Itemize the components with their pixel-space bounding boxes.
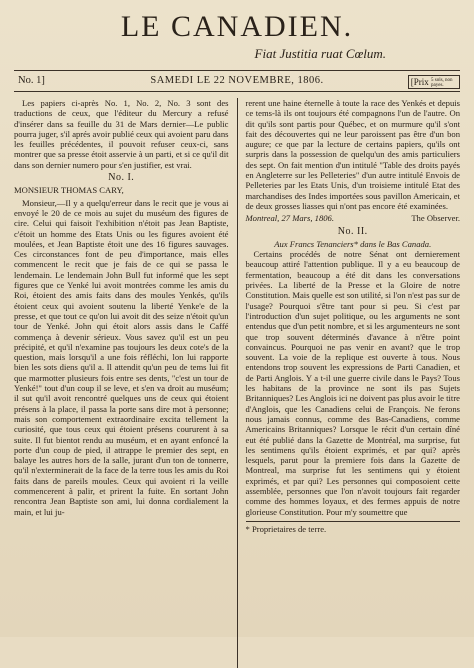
letter-salutation: MONSIEUR THOMAS CARY, [14,185,124,196]
dateline [14,70,460,92]
right-column [237,98,461,668]
issue-date: SAMEDI LE 22 NOVEMBRE, 1806. [150,75,324,86]
signoff-place-date: Montreal, 27 Mars, 1806. [245,213,334,224]
issue-number: No. 1] [18,75,45,86]
section-heading-1: No. I. [108,172,135,184]
price-detail: 5 sols, non payes. [431,78,453,89]
letter-signoff [246,213,461,223]
footnote: * Proprietaires de terre. [246,521,461,534]
price-box [408,75,460,89]
masthead-title: LE CANADIEN. [120,10,354,43]
continuation-paragraph: rerent une haine éternelle à toute la race des Yenkés et depuis ce tems-là ils ont toujours été compagnons l'un de l'autre. On dit qu'ils sont partis pour Québec, et on murmure qu'il s'ont fait des découvertes qui ne leur paroissent pas être d'un bon augure; ce que par la lecture de certains papiers, qu'ils ont surpris dans la possession de quelqu'un des amis particuliers des sept. On fait mention d'un intitulé "Table des droits payés en Angleterre sur les Pelleteries" d'un autre intitulé Envois de Pelleteries par les Etats Unis, d'un troisieme intitulé Etat des marchandises des Indes importées sous pavillon Americain, et de deux grosses liasses qui n'ont pas encore été examinées. [245,98,460,211]
signoff-name: The Observer. [411,213,460,224]
letter-body: Monsieur,—Il y a quelqu'erreur dans le recit que je vous ai envoyé le 20 de ce mois au sujet du muséum des figures de cire. Celui qui faisoit l'exhibition n'étoit pas Jean Baptiste, c'étoit un homme des Etats Unis ou les figures avoient été moulées, et Jean Baptiste étoit une des 16 figures sauvages. Ces circonstances font de peu d'importance, mais elles commencent le recit que je fais de ce qui se passa le lendemain. Le lendemain John Bull fut informé que les sept figures que ce Yenké lui avoit montrées comme les amis du Roi, étoient des amis faits dans des moules Yenkés, qu'ils étoient ceux qui avoient soutenu la liberté Yenke'e de la presse, et que tout ce qu'on lui avoit dit des seize n'étoit qu'un tour de Yenké. John qui étoit alors assis dans le Caffé commença à devenir sérieux. Vous savez qu'il est un peu précipité, et qu'il n'examine pas toujours les deux cote's de la question, mais lorsqu'il a une fois réfléchi, lon lui rapporte bien les sots diens qu'il a. Il attendit qu'un peu de tems lui fit que marmotter plusieurs fois entre ses dents, "c'est un tour de Yenké!" tout d'un coup il se leve, et s'en va droit au muséum; il sut qu'il avoit rencontré quelques uns de ceux qui étoient présens à la place, il passa la porte sans dire mot à personne; mais son comportement extraordinaire excita tellement la curiosité, que tous ceux qui étoient présens coururent à sa suite. Il fut bientot rendu au muséum, et en ayant enfoncé la porte d'un coup de pied, il attrappe le premier des sept, en balaye les autres hors de la salle, jurant d'un ton de tonnerre, qu'il n'exterminerait de la face de la terre tous les amis du Roi faits dans de pareils moules. Ceux qui avoient ri la veille commencerent à palir, et prirent la fuite. En sortant John rencontra Jean Baptiste son ami, lui donna cordialement la main, et lui ju- [14,197,229,517]
address-line: Aux Francs Tenanciers* dans le Bas Canada. [274,238,432,249]
section-heading-2: No. II. [337,225,368,237]
left-column [14,98,237,668]
price-label [408,71,460,91]
article-body: Certains procédés de notre Sénat ont dernierement beaucoup attiré l'attention publique. Il y a eu beaucoup de fermentation, beaucoup a été dit dans les conversations privées. La liberté de la Presse et la Gloire de notre Constitution. Mais quelle est son utilité, si l'on n'est pas sur de l'usage? Pourquoi s'être tant pour si peu. Si c'est par l'introduction d'un sujet politique, ou les arguments ne sont entendus que d'un petit nombre, et si les argumenteurs ne sont que trop souvent déterminés d'avance à n'être point convaincus. Pourquoi ne pas venir en avant? que le trop souvent. La voie de la replique est ouverte à tous. Nous entendons trop souvent les expressions de Parti Canadien, et de Parti Anglois. Y a t-il une guerre civile dans le Pays? Tous les habitans de la province ne sont ils pas Sujets Britanniques? Les Anglois ici ne doivent pas plus avoir le titre d'Anglois, que les Canadiens celui de François. Ne ferons nous jamais connus, comme des Bas-Canadiens, comme Americains Britanniques? Lorsque le récit d'un certain dîné eut été publié dans la Gazette de Montréal, ma surprise, fut les sentimens qu'ils étoient exprimés, et par qui? après lesquels, parut pour la premiere fois dans la Gazette de Montreal, ma surprise fut les sentimens qui y étoient exprimés, et par qui? Les personnes qui composoient cette assemblée, personnes que l'on n'avoit toujours fait regarder comme des hommes loyaux, et des fermes appuis de notre glorieuse Constitution. Pour m'y soumettre que [245,249,460,517]
article-columns [14,98,460,668]
intro-paragraph: Les papiers ci-après No. 1, No. 2, No. 3 sont des traductions de ceux, que l'éditeur du Mercury a refusé d'insérer dans sa feuille du 31 de Mars dernier—Le public pourra juger, s'il aprés avoir publié ceux qui avoient paru dans les feuilles précédentes, il pouvoit refuser ceux-ci, sans montrer que sa presse étoit asservie à un parti, et si ce qu'il dit dans son dernier numero pour s'en justifier, est vrai. [14,98,229,170]
price-text: [Prix [410,77,429,88]
masthead-motto: Fiat Justitia ruat Cœlum. [254,46,386,61]
